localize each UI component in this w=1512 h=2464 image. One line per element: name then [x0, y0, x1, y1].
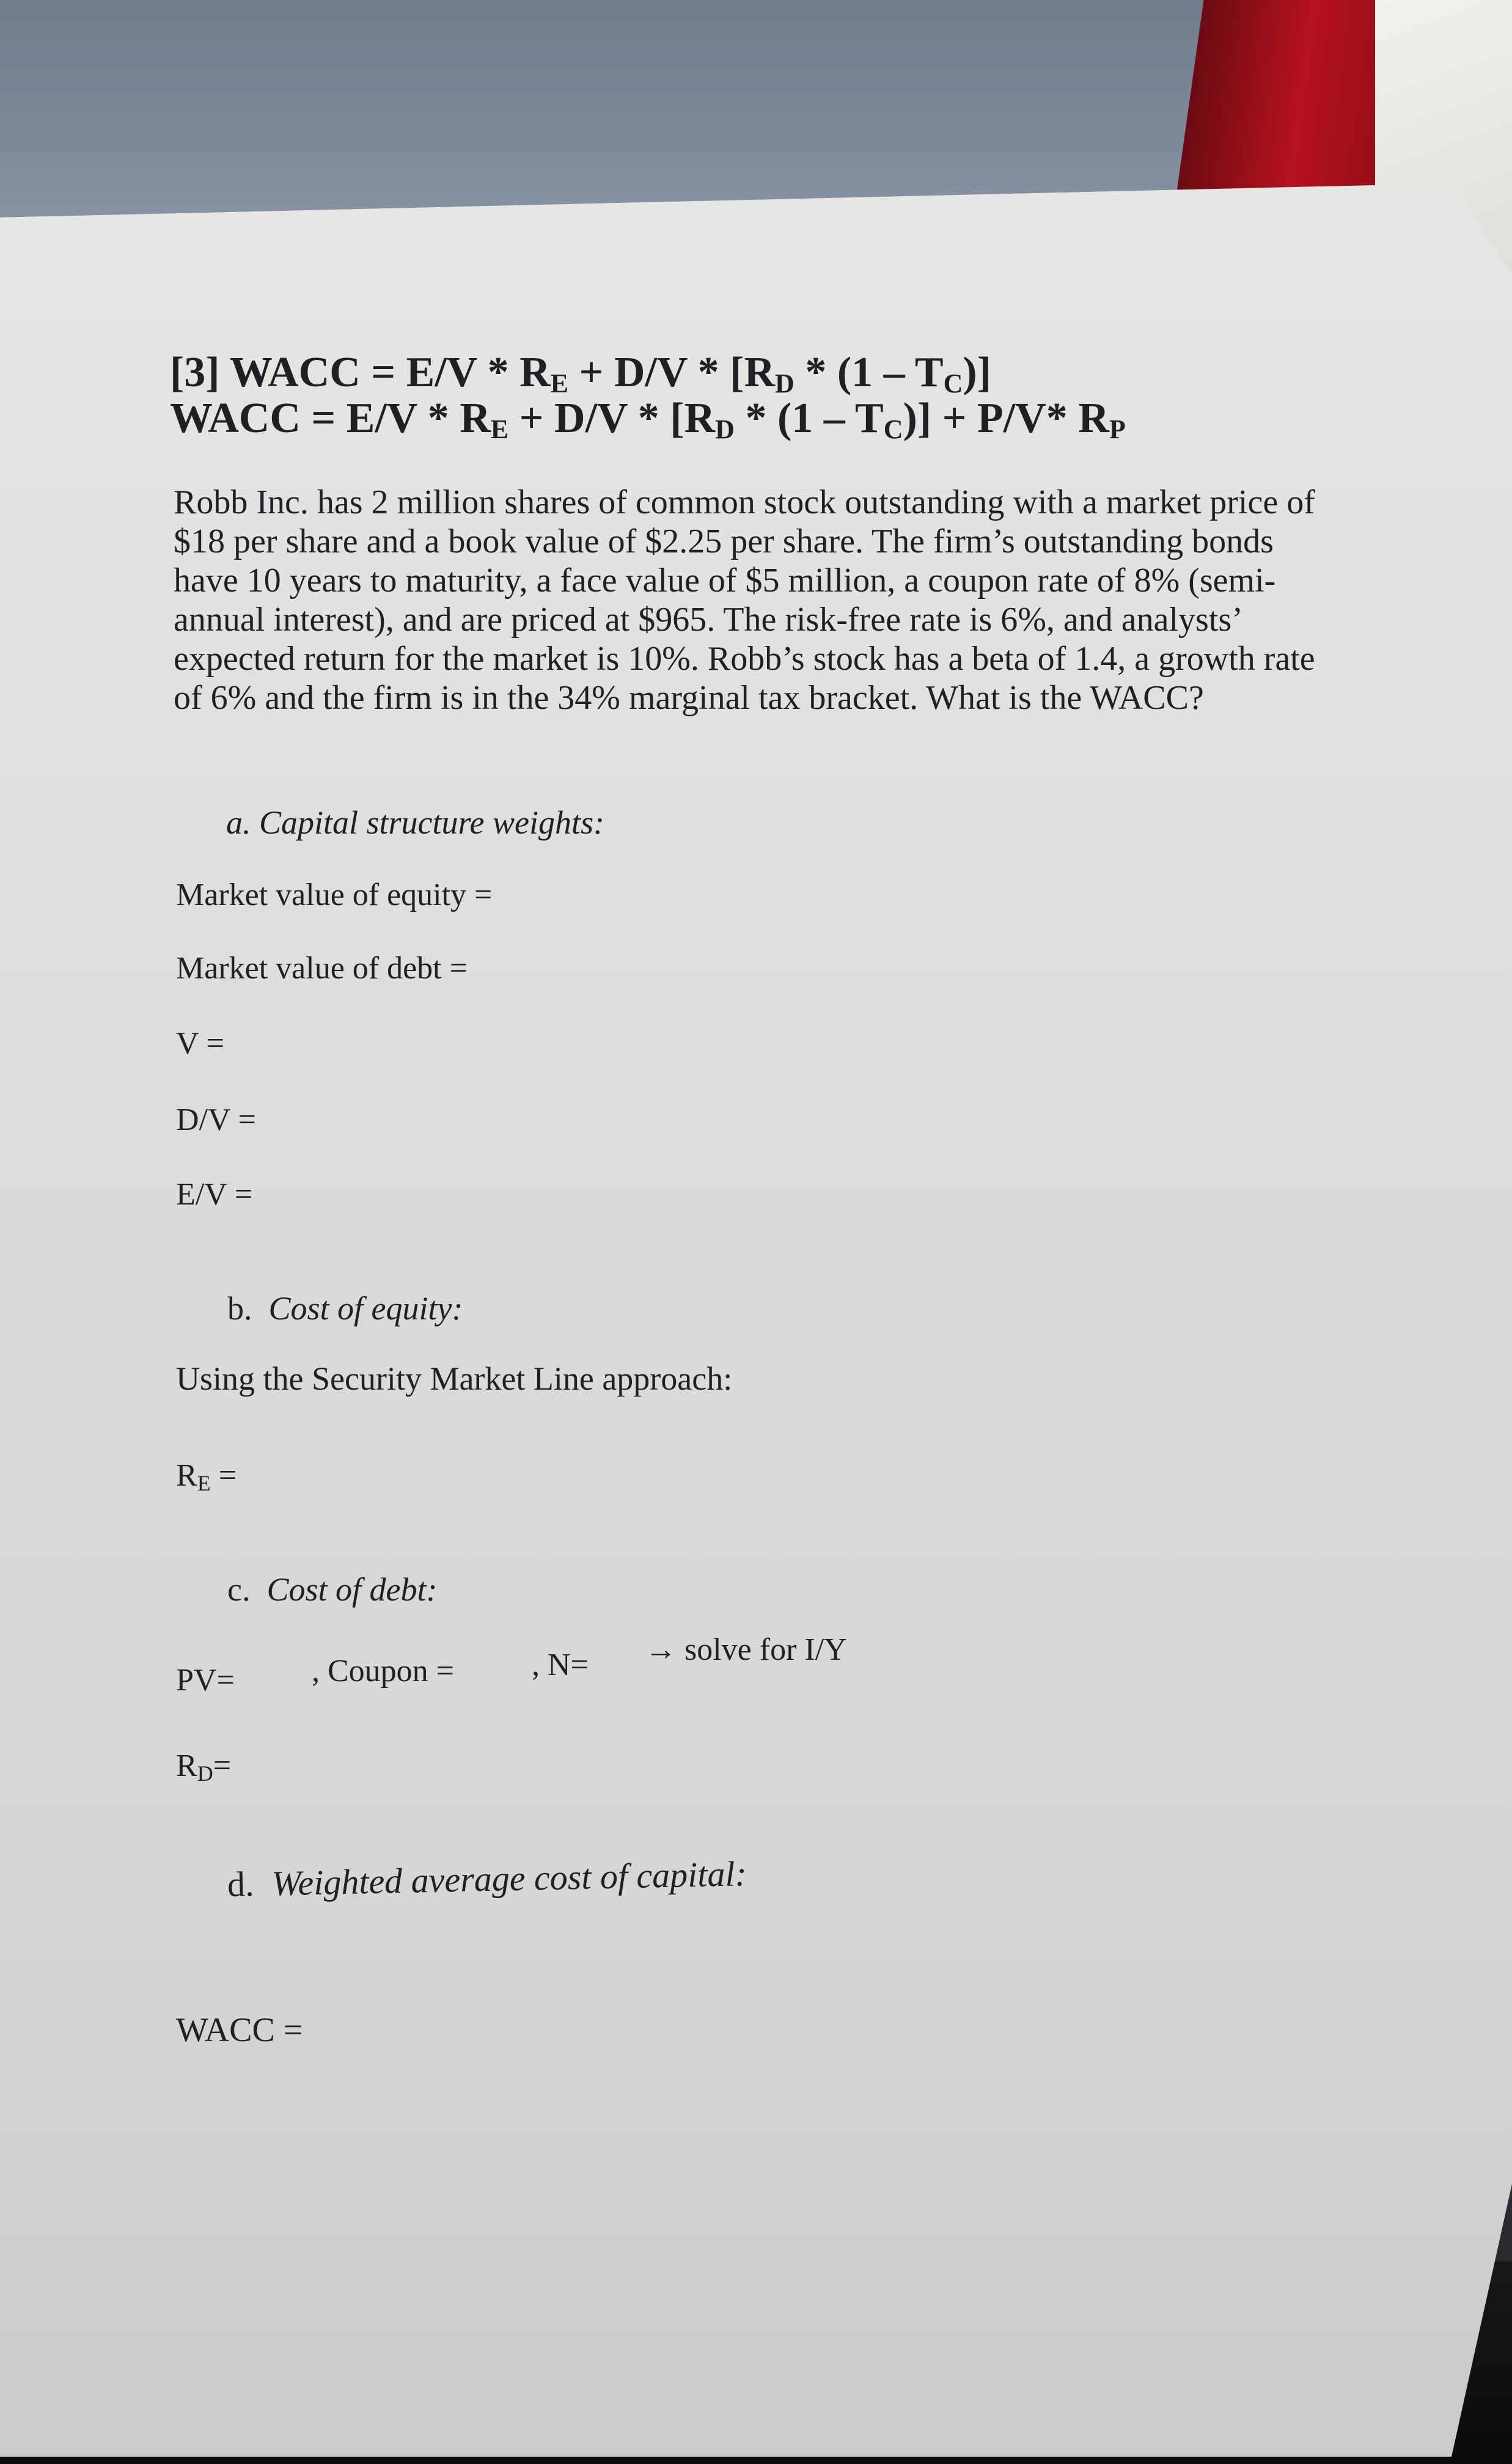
section-c-heading: c. Cost of debt:	[227, 1571, 438, 1608]
rd-label: $R_D=$	[176, 1748, 232, 1786]
sml-approach-label: Using the Security Market Line approach:	[176, 1360, 733, 1397]
formula-wacc-with-preferred: WACC = $E/V * R_E + D/V * [R_D * (1 - T_C)] + P/V*$ $R_P$	[170, 395, 1126, 444]
n-label: , N=	[532, 1648, 589, 1682]
problem-line: annual interest), and are priced at $965. The risk-free rate is 6%, and analysts’	[174, 601, 1243, 639]
section-a-heading: a. Capital structure weights:	[226, 804, 604, 841]
problem-line: $18 per share and a book value of $2.25 per share. The firm’s outstanding bonds	[174, 522, 1274, 560]
section-b-heading: b. Cost of equity:	[227, 1290, 463, 1327]
pv-label: PV=	[176, 1663, 235, 1698]
problem-line: expected return for the market is 10%. Robb’s stock has a beta of 1.4, a growth rate	[174, 640, 1315, 678]
coupon-label: , Coupon =	[312, 1654, 455, 1689]
problem-statement	[174, 483, 1396, 717]
dv-label: D/V =	[176, 1102, 256, 1137]
problem-line: of 6% and the firm is in the 34% marginal tax bracket. What is the WACC?	[174, 679, 1204, 717]
market-value-debt-label: Market value of debt =	[176, 951, 468, 986]
re-label: $R_E$ =	[176, 1458, 237, 1495]
v-label: V =	[176, 1026, 224, 1061]
market-value-equity-label: Market value of equity =	[176, 878, 493, 912]
ev-label: E/V =	[176, 1177, 253, 1212]
problem-line: Robb Inc. has 2 million shares of common stock outstanding with a market price of	[174, 483, 1315, 521]
wacc-label: WACC =	[176, 2011, 303, 2049]
formula-wacc: [3] WACC = $E/V * R_E + D/V * [R_D * (1 - T_C)]$	[170, 349, 991, 398]
section-d-heading: d. Weighted average cost of capital:	[227, 1854, 747, 1904]
problem-line: have 10 years to maturity, a face value of $5 million, a coupon rate of 8% (semi-	[174, 562, 1276, 600]
solve-for-iy-label: → solve for I/Y	[645, 1632, 847, 1667]
